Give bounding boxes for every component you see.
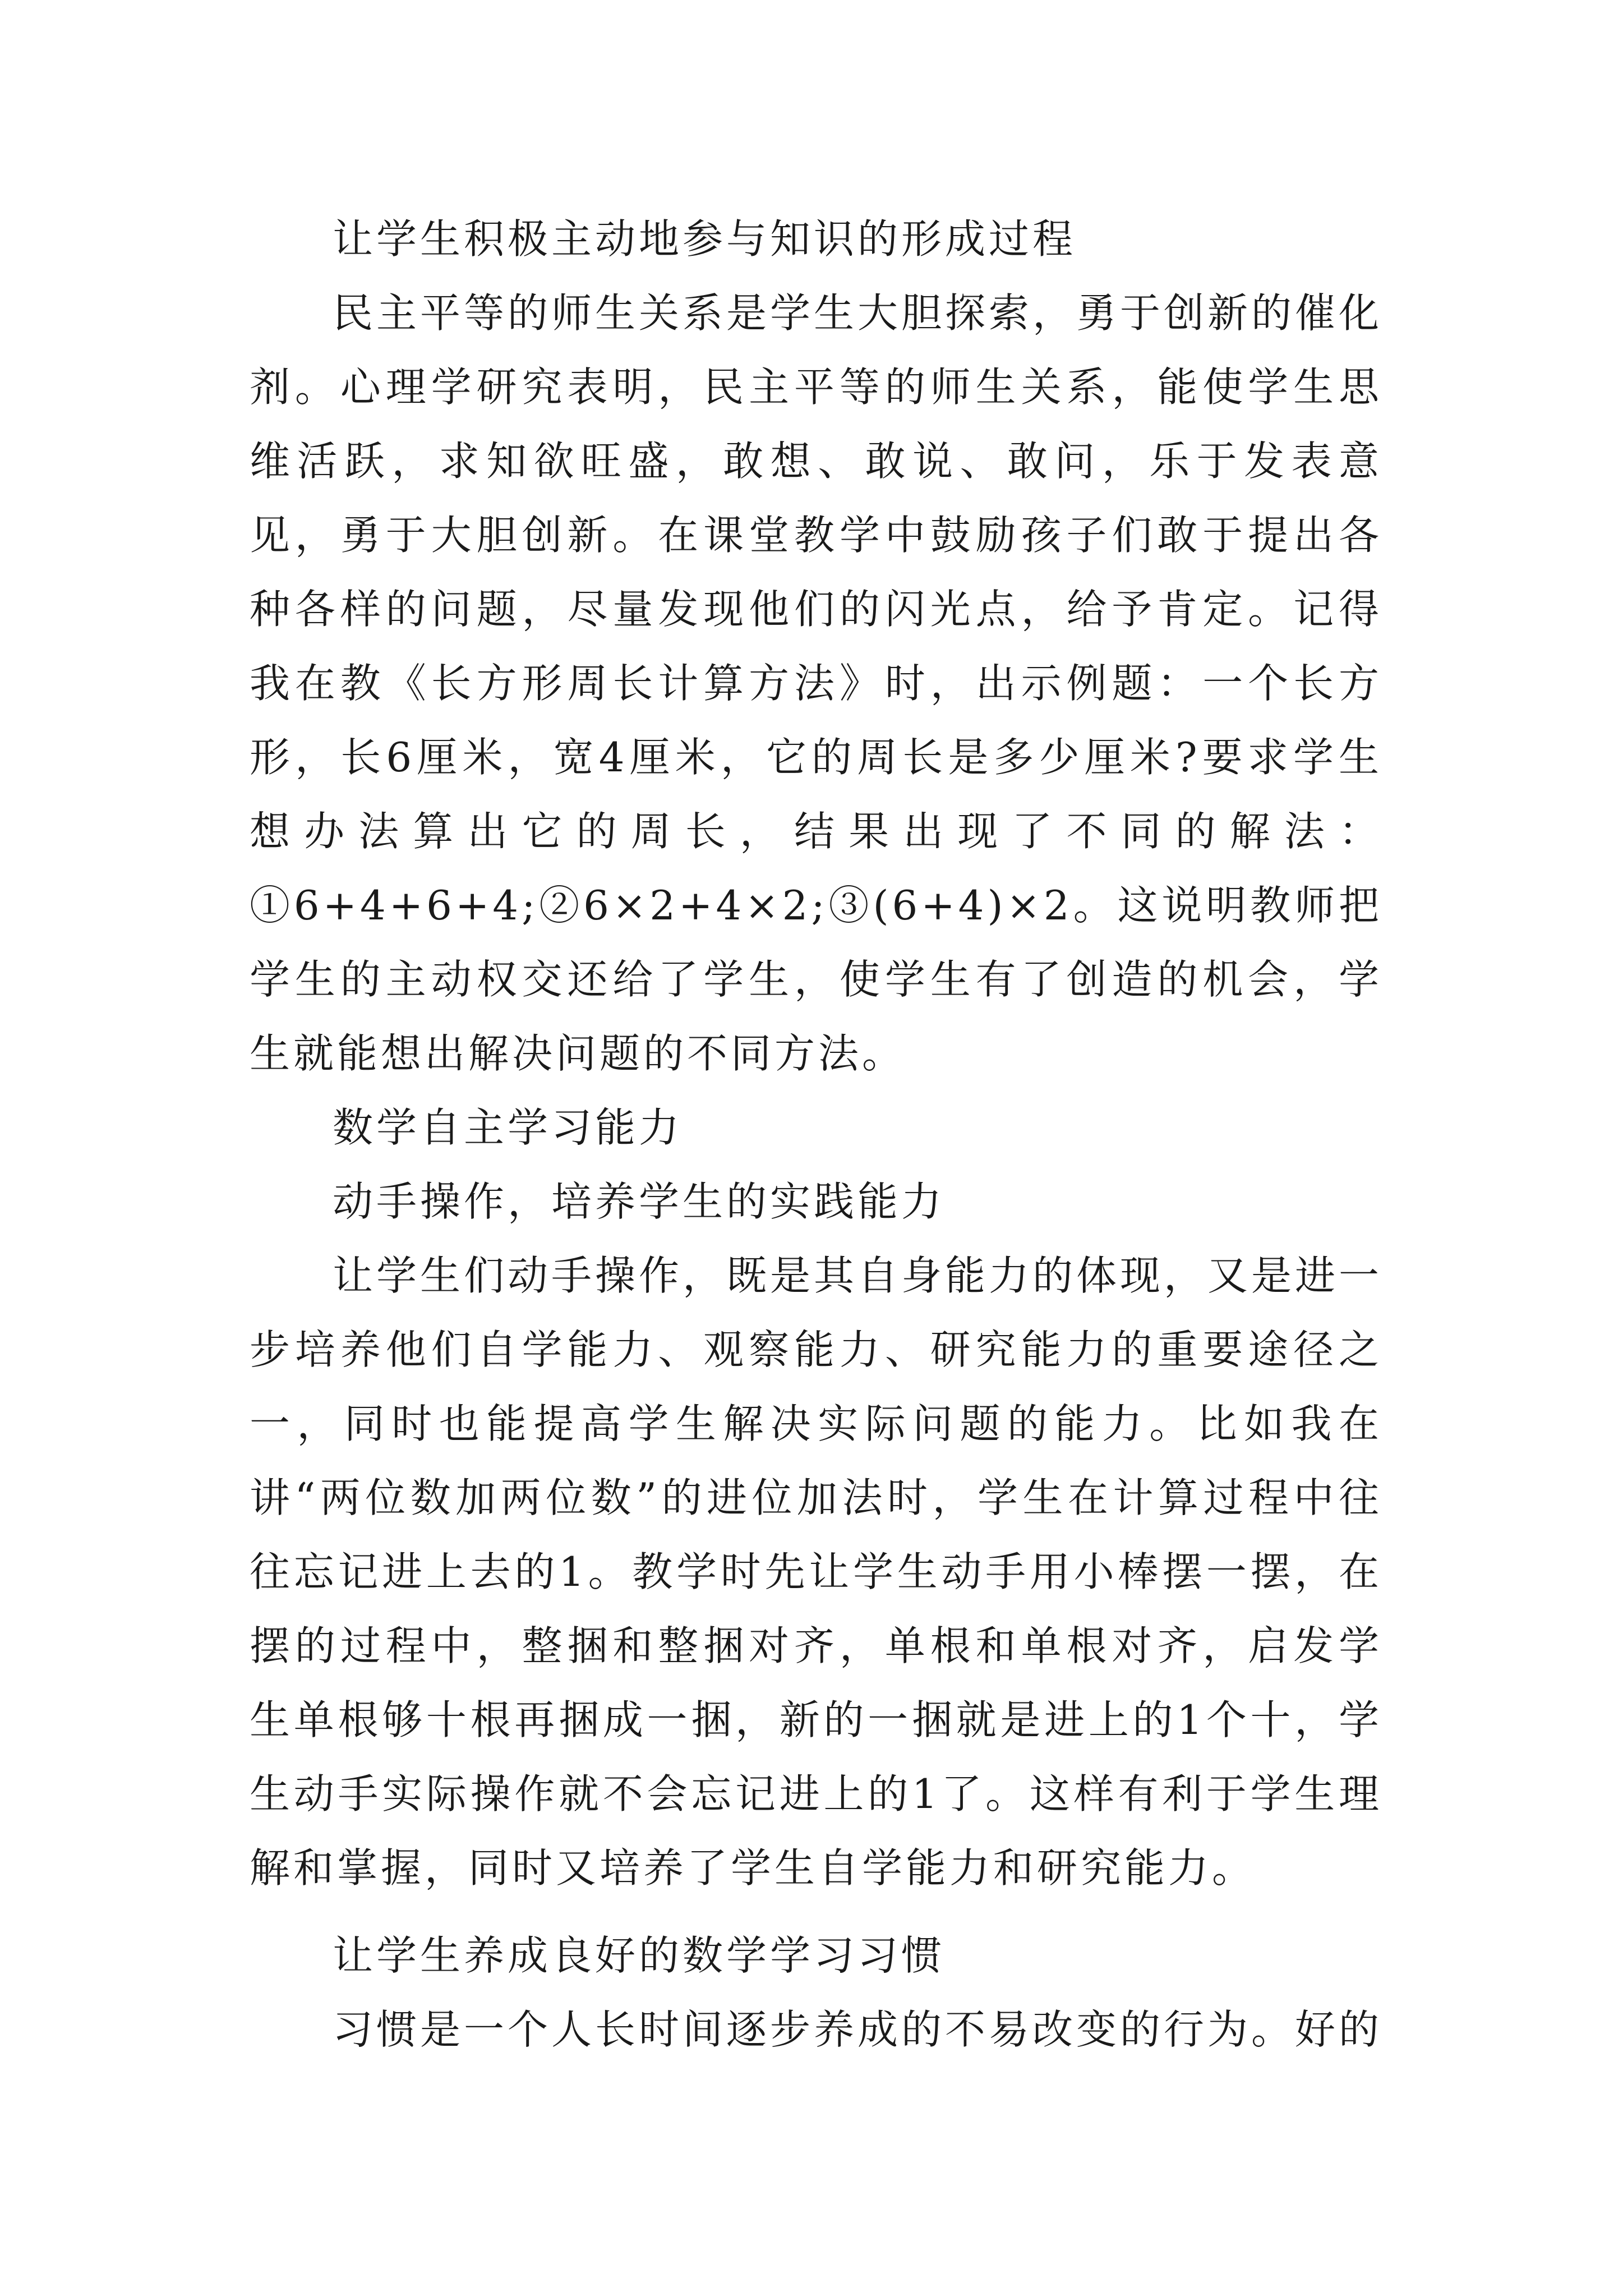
paragraph-hands-on-practice: 让学生们动手操作，既是其自身能力的体现，又是进一步培养他们自学能力、观察能力、研究能力的重要途径之一，同时也能提高学生解决实际问题的能力。比如我在讲“两位数加两位数”的进位加法时，学生在计算过程中往往忘记进上去的1。教学时先让学生动手用小棒摆一摆，在摆的过程中，整捆和整捆对齐，单根和单根对齐，启发学生单根够十根再捆成一捆，新的一捆就是进上的1个十，学生动手实际操作就不会忘记进上的1了。这样有利于学生理解和掌握，同时又培养了学生自学能力和研究能力。 [250, 1252, 1383, 1892]
section-heading-study-habits: 让学生养成良好的数学学习习惯 [333, 1932, 946, 1979]
paragraph-spacer [250, 1905, 1382, 1918]
paragraph-teacher-student-relationship: 民主平等的师生关系是学生大胆探索，勇于创新的催化剂。心理学研究表明，民主平等的师生关系，能使学生思维活跃，求知欲旺盛，敢想、敢说、敢问，乐于发表意见，勇于大胆创新。在课堂教学中鼓励孩子们敢于提出各种各样的问题，尽量发现他们的闪光点，给予肯定。记得我在教《长方形周长计算方法》时，出示例题：一个长方形，长6厘米，宽4厘米，它的周长是多少厘米?要求学生想办法算出它的周长，结果出现了不同的解法：①6+4+6+4;②6×2+4×2;③(6+4)×2。这说明教师把学生的主动权交还给了学生，使学生有了创造的机会，学生就能想出解决问题的不同方法。 [250, 289, 1383, 1077]
paragraph-habits: 习惯是一个人长时间逐步养成的不易改变的行为。好的 [333, 2006, 1383, 2053]
section-heading-autonomous-learning: 数学自主学习能力 [333, 1104, 683, 1151]
section-heading-participation: 让学生积极主动地参与知识的形成过程 [333, 215, 1077, 263]
document-body [250, 202, 1382, 2067]
section-heading-hands-on: 动手操作，培养学生的实践能力 [333, 1178, 946, 1225]
